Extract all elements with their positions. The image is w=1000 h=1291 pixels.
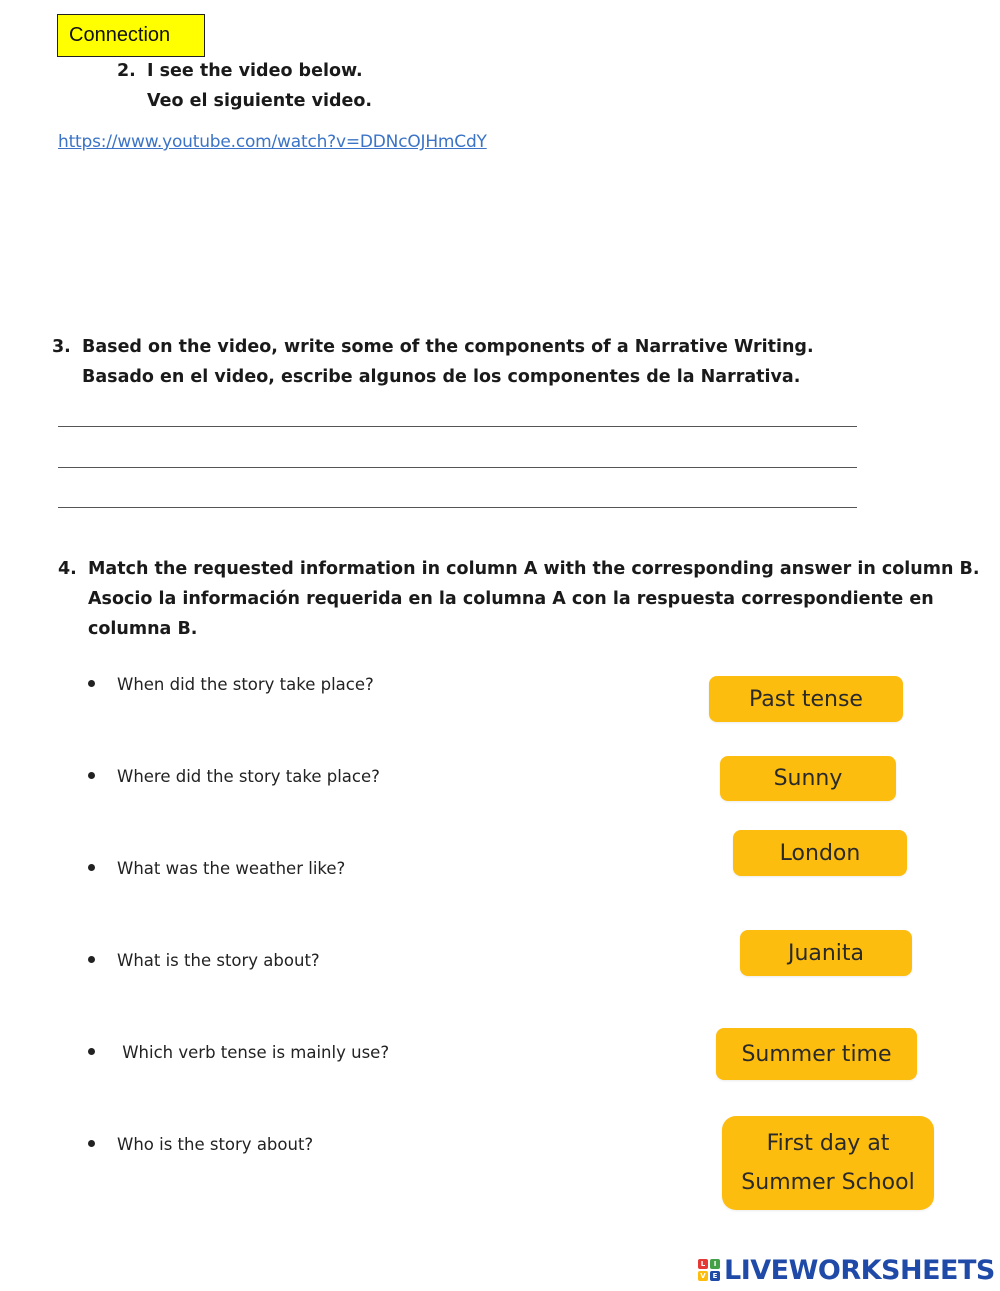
question-text: Where did the story take place? bbox=[117, 767, 380, 786]
question-item bbox=[88, 1135, 313, 1154]
question-text: What was the weather like? bbox=[117, 859, 346, 878]
connection-label: Connection bbox=[57, 14, 205, 57]
answer-chip-juanita[interactable]: Juanita bbox=[740, 930, 912, 976]
question-item bbox=[88, 767, 380, 786]
q4-line-en: Match the requested information in column A with the corresponding answer in column B. bbox=[88, 559, 980, 579]
question-text: Which verb tense is mainly use? bbox=[117, 1043, 390, 1062]
q3-line-en: Based on the video, write some of the components of a Narrative Writing. bbox=[82, 337, 814, 357]
q2-line-en: I see the video below. bbox=[147, 61, 363, 81]
question-text: Who is the story about? bbox=[117, 1135, 314, 1154]
q2-number: 2. bbox=[117, 61, 136, 81]
bullet-icon bbox=[88, 1140, 95, 1147]
answer-chip-line-2: Summer School bbox=[741, 1170, 915, 1195]
q4-line-es-1: Asocio la información requerida en la columna A con la respuesta correspondiente en bbox=[88, 589, 934, 609]
answer-line-2[interactable] bbox=[58, 467, 857, 468]
q3-line-es: Basado en el video, escribe algunos de los componentes de la Narrativa. bbox=[82, 367, 801, 387]
answer-chip-past-tense[interactable]: Past tense bbox=[709, 676, 903, 722]
question-item bbox=[88, 675, 374, 694]
answer-chip-london[interactable]: London bbox=[733, 830, 907, 876]
logo-letter-e: E bbox=[710, 1271, 720, 1281]
liveworksheets-logo bbox=[698, 1254, 995, 1286]
question-item bbox=[88, 1043, 389, 1062]
bullet-icon bbox=[88, 772, 95, 779]
answer-line-3[interactable] bbox=[58, 507, 857, 508]
answer-chip-summer-time[interactable]: Summer time bbox=[716, 1028, 917, 1080]
answer-chip-line-1: First day at bbox=[766, 1131, 890, 1156]
answer-chip-sunny[interactable]: Sunny bbox=[720, 756, 896, 801]
logo-grid-icon bbox=[698, 1259, 720, 1281]
question-item bbox=[88, 859, 345, 878]
logo-letter-l: L bbox=[698, 1259, 708, 1269]
q4-line-es-2: columna B. bbox=[88, 619, 198, 639]
logo-letter-v: V bbox=[698, 1271, 708, 1281]
question-text: What is the story about? bbox=[117, 951, 320, 970]
bullet-icon bbox=[88, 680, 95, 687]
logo-letter-i: I bbox=[710, 1259, 720, 1269]
question-text: When did the story take place? bbox=[117, 675, 374, 694]
q4-number: 4. bbox=[58, 559, 77, 579]
bullet-icon bbox=[88, 956, 95, 963]
video-link[interactable]: https://www.youtube.com/watch?v=DDNcOJHmCdY bbox=[58, 132, 487, 152]
bullet-icon bbox=[88, 864, 95, 871]
question-item bbox=[88, 951, 320, 970]
logo-text: LIVEWORKSHEETS bbox=[724, 1254, 995, 1286]
answer-line-1[interactable] bbox=[58, 426, 857, 427]
q3-number: 3. bbox=[52, 337, 71, 357]
answer-chip-first-day[interactable] bbox=[722, 1116, 934, 1210]
q2-line-es: Veo el siguiente video. bbox=[147, 91, 373, 111]
bullet-icon bbox=[88, 1048, 95, 1055]
